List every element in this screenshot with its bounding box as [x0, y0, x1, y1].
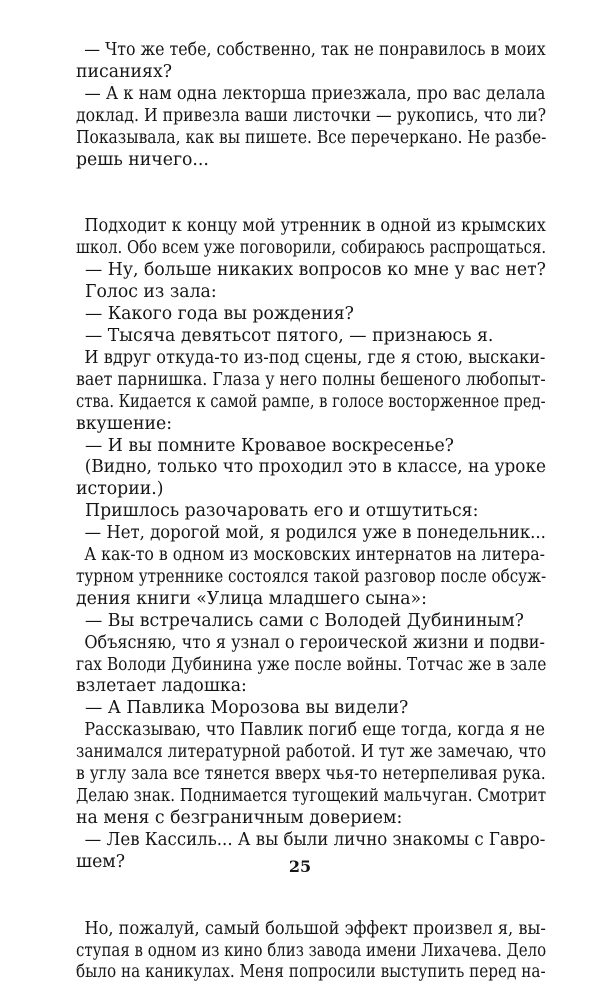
text-line: (Видно, только что проходил это в классе, на уроке — [84, 457, 546, 478]
text-line: турном утреннике состоялся такой разговор после обсуж- — [76, 566, 547, 587]
text-line: взлетает ладошка: — [76, 676, 247, 697]
text-line: Рассказываю, что Павлик погиб еще тогда, когда я не — [84, 720, 545, 741]
text-line: в углу зала все тянется вверх чья-то нетерпеливая рука. — [76, 764, 546, 785]
text-line: — Нет, дорогой мой, я родился уже в понедельник... — [84, 523, 546, 544]
text-line: — Какого года вы рождения? — [85, 304, 354, 325]
section-1 — [76, 40, 546, 171]
text-line: было на каникулах. Меня попросили выступить перед на- — [76, 962, 546, 983]
text-line: доклад. И привезла ваши листочки — рукопись, что ли? — [76, 105, 547, 126]
text-line: Показывала, как вы пишете. Все перечеркано. Не разбе- — [76, 127, 547, 148]
section-gap — [76, 874, 546, 919]
text-line: — Тысяча девятьсот пятого, — признаюсь я. — [85, 325, 494, 346]
text-line: — Ну, больше никаких вопросов ко мне у вас нет? — [85, 260, 546, 281]
text-line: Подходит к концу мой утренник в одной из крымских — [84, 216, 546, 237]
page-number: 25 — [288, 857, 312, 876]
text-line: Делаю знак. Поднимается тугощекий мальчуган. Смотрит — [76, 786, 547, 806]
text-line: дения книги «Улица младшего сына»: — [76, 588, 427, 609]
text-line: вкушение: — [76, 413, 173, 434]
text-line: ства. Кидается к самой рампе, в голосе восторженное пред- — [76, 391, 546, 412]
text-line: занимался литературной работой. И тут же замечаю, что — [76, 742, 547, 763]
text-line: Пришлось разочаровать его и отшутиться: — [85, 501, 479, 522]
text-line: вает парнишка. Глаза у него полны бешеного любопыт- — [76, 369, 546, 390]
text-line: школ. Обо всем уже поговорили, собираюсь распрощаться. — [76, 238, 547, 259]
text-line: Объясняю, что я узнал о героической жизни и подви- — [84, 632, 545, 653]
section-gap — [76, 171, 546, 216]
text-line: на меня с безграничным доверием: — [76, 807, 403, 828]
page-text — [76, 40, 546, 984]
text-line: Но, пожалуй, самый большой эффект произвел я, вы- — [84, 918, 546, 939]
text-line: — Лев Кассиль... А вы были лично знакомы с Гавро- — [84, 829, 546, 850]
text-line: — А к нам одна лекторша приезжала, про вас делала — [84, 83, 546, 104]
text-line: — Что же тебе, собственно, так не понравилось в моих — [84, 40, 546, 60]
text-line: А как-то в одном из московских интернатов на литера- — [84, 545, 545, 566]
text-line: Голос из зала: — [85, 282, 217, 303]
text-line: ступая в одном из кино близ завода имени Лихачева. Дело — [76, 940, 547, 961]
section-3 — [76, 919, 546, 984]
text-line: писаниях? — [76, 61, 172, 82]
text-line: И вдруг откуда-то из-под сцены, где я стою, выскаки- — [84, 347, 546, 368]
text-line: решь ничего... — [76, 149, 209, 170]
text-line: истории.) — [76, 479, 164, 500]
text-line: — Вы встречались сами с Володей Дубининым? — [85, 610, 524, 631]
section-2 — [76, 216, 546, 873]
text-line: гах Володи Дубинина уже после войны. Тотчас же в зале — [76, 654, 547, 675]
text-line: — И вы помните Кровавое воскресенье? — [85, 435, 454, 456]
text-line: — А Павлика Морозова вы видели? — [85, 698, 409, 719]
text-line: шем? — [76, 851, 126, 872]
